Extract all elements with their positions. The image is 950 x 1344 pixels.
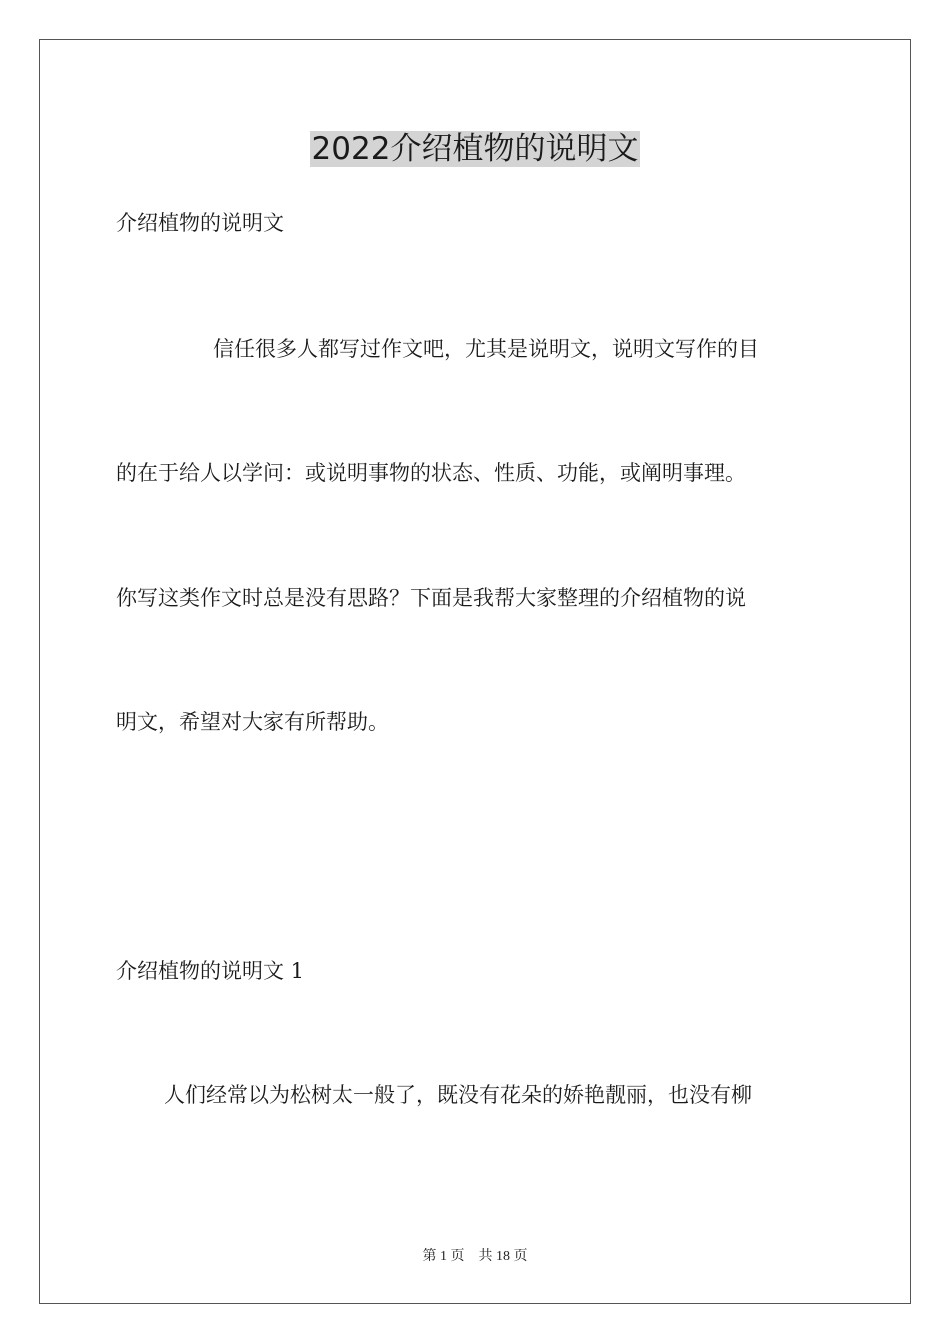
document-subtitle: 介绍植物的说明文 [116, 211, 284, 235]
paragraph-1-line-2: 的在于给人以学问：或说明事物的状态、性质、功能，或阐明事理。 [116, 461, 746, 485]
section-heading: 介绍植物的说明文 1 [116, 959, 305, 983]
page-number-current: 第 1 页 [422, 1249, 465, 1264]
paragraph-1-line-1: 信任很多人都写过作文吧，尤其是说明文，说明文写作的目 [213, 337, 759, 361]
page-number-total: 共 18 页 [478, 1249, 528, 1264]
paragraph-1-line-3: 你写这类作文时总是没有思路？下面是我帮大家整理的介绍植物的说 [116, 586, 746, 610]
document-title [0, 128, 950, 170]
document-title-text: 2022介绍植物的说明文 [311, 131, 639, 167]
paragraph-1-line-4: 明文，希望对大家有所帮助。 [116, 710, 389, 734]
paragraph-2-line-1: 人们经常以为松树太一般了，既没有花朵的娇艳靓丽，也没有柳 [164, 1083, 752, 1107]
page-footer [0, 1248, 950, 1266]
